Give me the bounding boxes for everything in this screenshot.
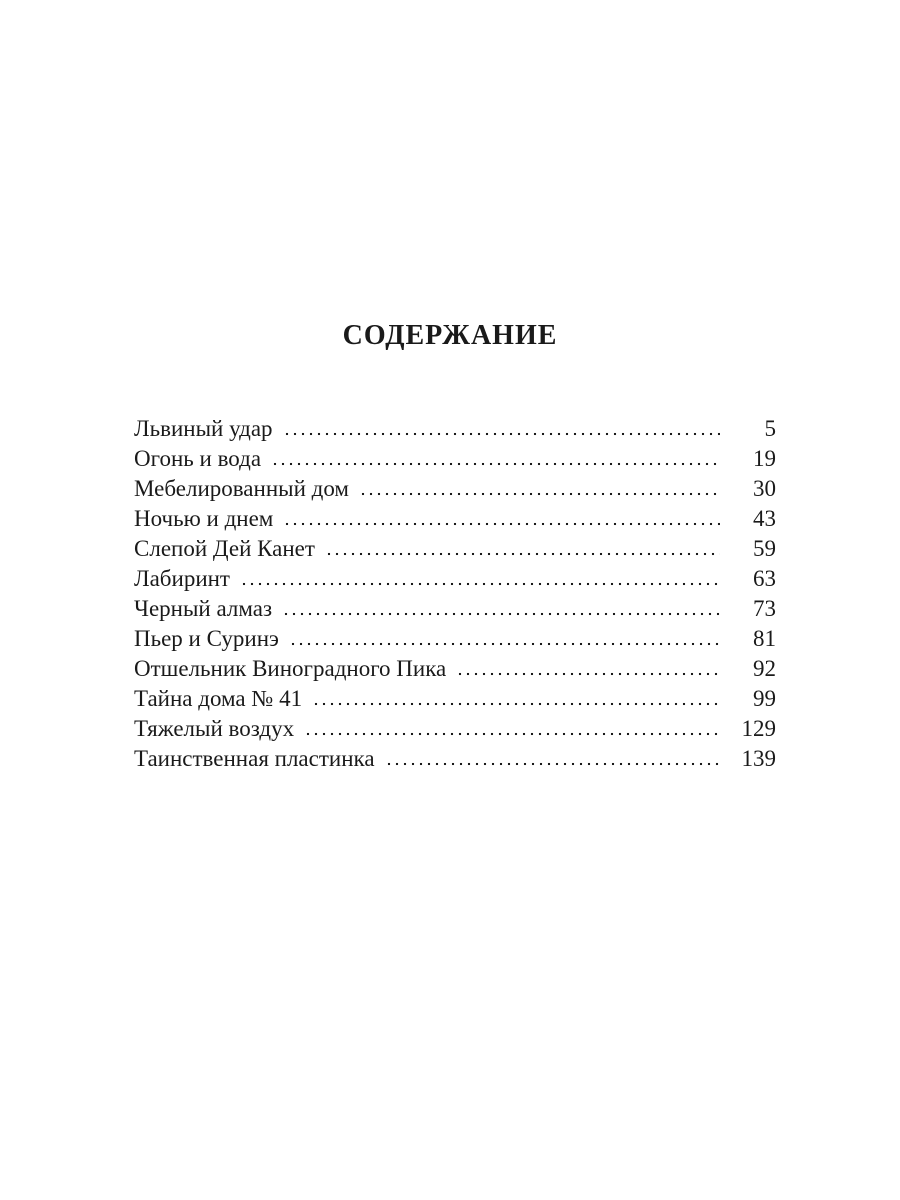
dot-leader xyxy=(304,731,720,737)
dot-leader xyxy=(283,431,720,437)
toc-entry-title: Черный алмаз xyxy=(134,596,273,621)
toc-entry xyxy=(134,414,776,444)
toc-entry xyxy=(134,504,776,534)
dot-leader xyxy=(359,491,720,497)
toc-entry xyxy=(134,714,776,744)
dot-leader xyxy=(283,521,720,527)
toc-entry-title: Тяжелый воздух xyxy=(134,716,295,741)
toc-entry xyxy=(134,654,776,684)
toc-entry-page: 43 xyxy=(753,506,776,531)
toc-entry xyxy=(134,564,776,594)
dot-leader xyxy=(282,611,720,617)
dot-leader xyxy=(312,701,720,707)
toc-entry-title: Отшельник Виноградного Пика xyxy=(134,656,447,681)
dot-leader xyxy=(271,461,720,467)
toc-entry-page: 81 xyxy=(753,626,776,651)
dot-leader xyxy=(289,641,720,647)
dot-leader xyxy=(385,761,720,767)
toc-entry xyxy=(134,744,776,774)
dot-leader xyxy=(240,581,720,587)
toc-entry xyxy=(134,684,776,714)
toc-entry-page: 5 xyxy=(764,416,776,441)
toc-entry-page: 19 xyxy=(753,446,776,471)
page-title: СОДЕРЖАНИЕ xyxy=(342,320,558,351)
toc-entry-title: Мебелированный дом xyxy=(134,476,349,501)
toc-entry xyxy=(134,474,776,504)
toc-entry-page: 129 xyxy=(741,716,776,741)
toc-entry-title: Пьер и Суринэ xyxy=(134,626,279,651)
dot-leader xyxy=(456,671,720,677)
toc-entry-page: 92 xyxy=(753,656,776,681)
toc-entry-title: Ночью и днем xyxy=(134,506,274,531)
toc-entry-page: 59 xyxy=(753,536,776,561)
toc-entry-title: Слепой Дей Канет xyxy=(134,536,315,561)
toc-entry-page: 73 xyxy=(753,596,776,621)
toc-entry-page: 139 xyxy=(741,746,776,771)
toc-entry-title: Огонь и вода xyxy=(134,446,262,471)
toc-entry-page: 99 xyxy=(753,686,776,711)
dot-leader xyxy=(325,551,720,557)
toc-entry-page: 30 xyxy=(753,476,776,501)
toc-entry-title: Тайна дома № 41 xyxy=(134,686,303,711)
toc-entry-page: 63 xyxy=(753,566,776,591)
toc-entry-title: Таинственная пластинка xyxy=(134,746,375,771)
table-of-contents xyxy=(134,414,776,774)
toc-entry xyxy=(134,594,776,624)
toc-entry xyxy=(134,444,776,474)
toc-entry-title: Лабиринт xyxy=(134,566,230,591)
toc-entry-title: Львиный удар xyxy=(134,416,273,441)
toc-entry xyxy=(134,624,776,654)
toc-entry xyxy=(134,534,776,564)
